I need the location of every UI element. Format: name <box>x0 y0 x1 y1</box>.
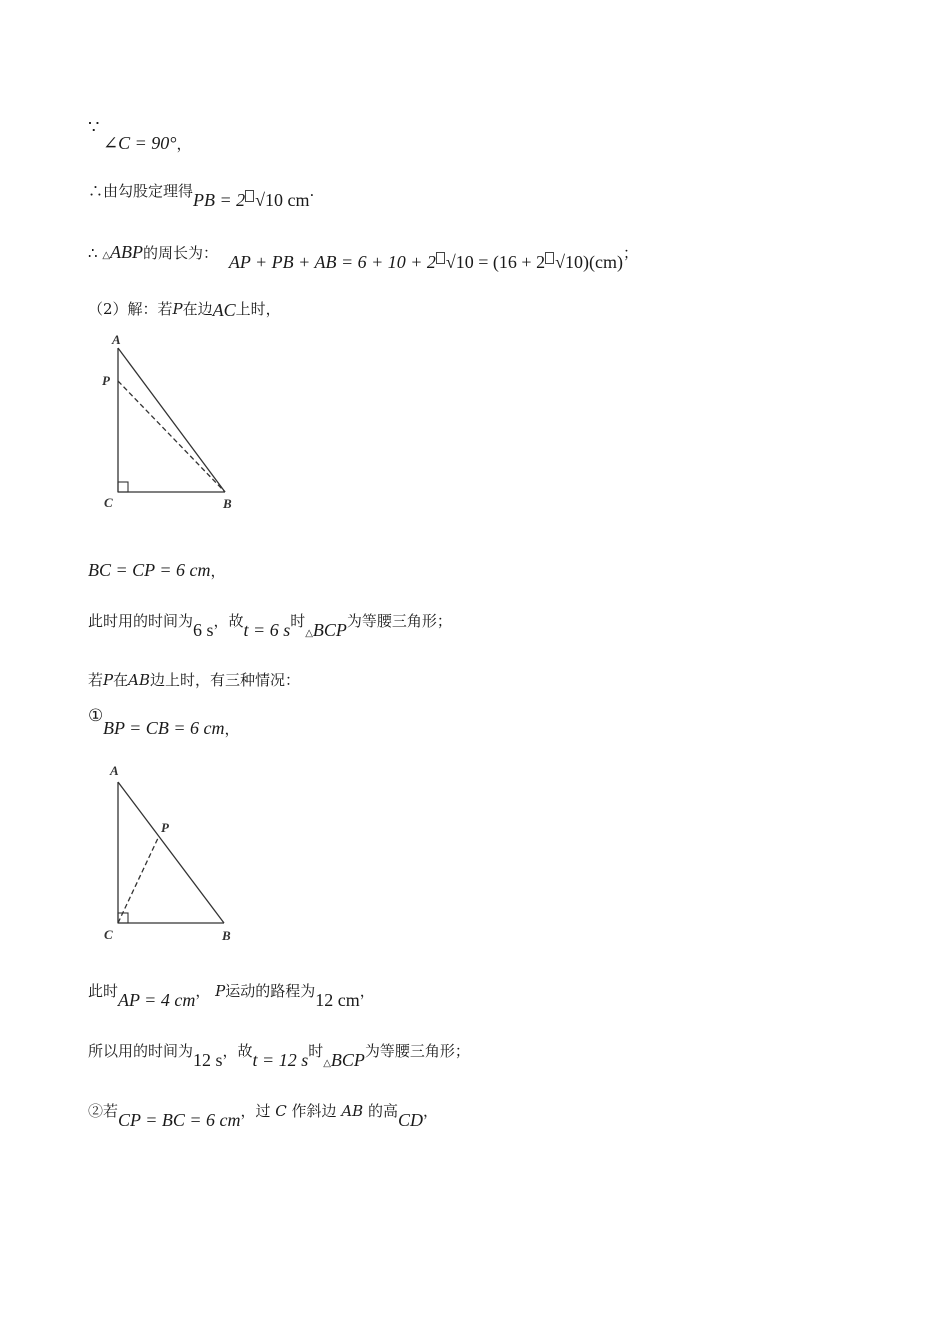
label-b: B <box>223 496 232 511</box>
case-2-intro: ②若 <box>88 1102 119 1120</box>
case1-line <box>88 706 103 726</box>
time-12s: 12 s <box>193 1050 223 1070</box>
triangle-icon: △ <box>102 250 111 261</box>
punct: ； <box>622 244 638 262</box>
angle-c-formula: ∠C = 90° <box>103 133 177 153</box>
time-12s-line <box>88 1040 470 1070</box>
part2-heading <box>88 298 281 319</box>
triangle-name: ABP <box>110 242 144 262</box>
pb-formula-a: PB = 2 <box>193 190 246 210</box>
triangle-bcp: BCP <box>312 620 347 640</box>
placeholder-box-icon <box>245 190 254 202</box>
label-b: B <box>222 928 231 943</box>
because-symbol: ∵ <box>88 117 100 138</box>
label-a: A <box>110 763 119 778</box>
text: 为等腰三角形； <box>346 612 452 630</box>
time-6s: 6 s <box>193 620 214 640</box>
text: 运动的路程为 <box>225 982 316 1000</box>
triangle-bcp: BCP <box>330 1050 365 1070</box>
point-p: P <box>215 982 226 1000</box>
text: 时 <box>308 1042 324 1060</box>
punct: ， <box>224 720 240 738</box>
pythagoras-text: ∴由勾股定理得 <box>88 182 194 200</box>
punct: . <box>309 182 315 200</box>
triangle-icon: △ <box>323 1058 331 1069</box>
triangle-figure-1 <box>98 328 248 522</box>
placeholder-box-icon <box>436 252 445 264</box>
side-ab: AB <box>341 1102 364 1120</box>
punct: ， <box>423 1102 439 1120</box>
perimeter-formula <box>229 254 623 272</box>
t-6s-formula: t = 6 s <box>243 620 291 640</box>
point-p: P <box>172 300 183 318</box>
label-c: C <box>104 927 113 942</box>
time-6s-line <box>88 610 452 640</box>
ap-line <box>88 980 375 1010</box>
bp-cb-formula: BP = CB = 6 cm <box>103 718 225 738</box>
side-ac: AC <box>212 300 236 320</box>
text: 在边 <box>182 300 213 318</box>
point-p: P <box>103 671 114 689</box>
pb-formula <box>193 192 310 210</box>
pythagoras-line <box>88 180 315 210</box>
cases-line <box>88 670 300 690</box>
label-c: C <box>104 495 113 510</box>
text: ，故 <box>213 612 244 630</box>
label-a: A <box>112 332 121 347</box>
punct: ， <box>359 982 375 1000</box>
text: ，过 <box>240 1102 271 1120</box>
pb-formula-b: 10 cm <box>265 190 310 210</box>
sqrt-icon: √ <box>555 252 565 272</box>
case-1-marker: ① <box>88 706 104 726</box>
point-c: C <box>275 1102 287 1120</box>
text: 若 <box>88 671 104 689</box>
text: 作斜边 <box>291 1102 337 1120</box>
text: 边上时，有三种情况： <box>149 671 300 689</box>
case1-formula-line <box>103 718 239 739</box>
sqrt-icon: √ <box>255 190 266 210</box>
bc-cp-formula: BC = CP = 6 cm <box>88 560 211 580</box>
perimeter-formula-c: 10)(cm) <box>564 252 623 272</box>
text: ，故 <box>222 1042 253 1060</box>
sqrt-icon: √ <box>445 252 456 272</box>
perimeter-label: 的周长为： <box>143 244 219 262</box>
text: 上时， <box>235 300 281 318</box>
label-p: P <box>102 373 110 388</box>
placeholder-box-icon <box>545 252 554 264</box>
text: ， <box>195 982 211 1000</box>
therefore-symbol: ∴ <box>88 244 98 262</box>
ap-formula: AP = 4 cm <box>118 990 196 1010</box>
label-p: P <box>161 820 169 835</box>
punct: ， <box>210 562 226 580</box>
distance-12cm: 12 cm <box>315 990 360 1010</box>
part2-intro: （2）解：若 <box>88 300 173 318</box>
triangle-icon: △ <box>305 628 313 639</box>
text: 为等腰三角形； <box>364 1042 470 1060</box>
triangle-figure-2 <box>98 758 248 952</box>
bc-cp-line <box>88 560 225 581</box>
t-12s-formula: t = 12 s <box>252 1050 309 1070</box>
text: 的高 <box>367 1102 398 1120</box>
perimeter-line <box>88 242 638 272</box>
punct: ， <box>176 135 192 153</box>
text: 所以用的时间为 <box>88 1042 194 1060</box>
angle-c-line <box>103 133 191 154</box>
perimeter-formula-a: AP + PB + AB = 6 + 10 + 2 <box>228 252 436 272</box>
case2-line <box>88 1100 439 1130</box>
text: 此时用的时间为 <box>88 612 194 630</box>
cp-bc-formula: CP = BC = 6 cm <box>118 1110 241 1130</box>
altitude-cd: CD <box>398 1110 424 1130</box>
text: 此时 <box>88 982 119 1000</box>
text: 时 <box>290 612 306 630</box>
perimeter-formula-b: 10 = (16 + 2 <box>455 252 546 272</box>
text: 在 <box>113 671 129 689</box>
side-ab: AB <box>128 671 150 689</box>
because-line <box>88 118 99 138</box>
